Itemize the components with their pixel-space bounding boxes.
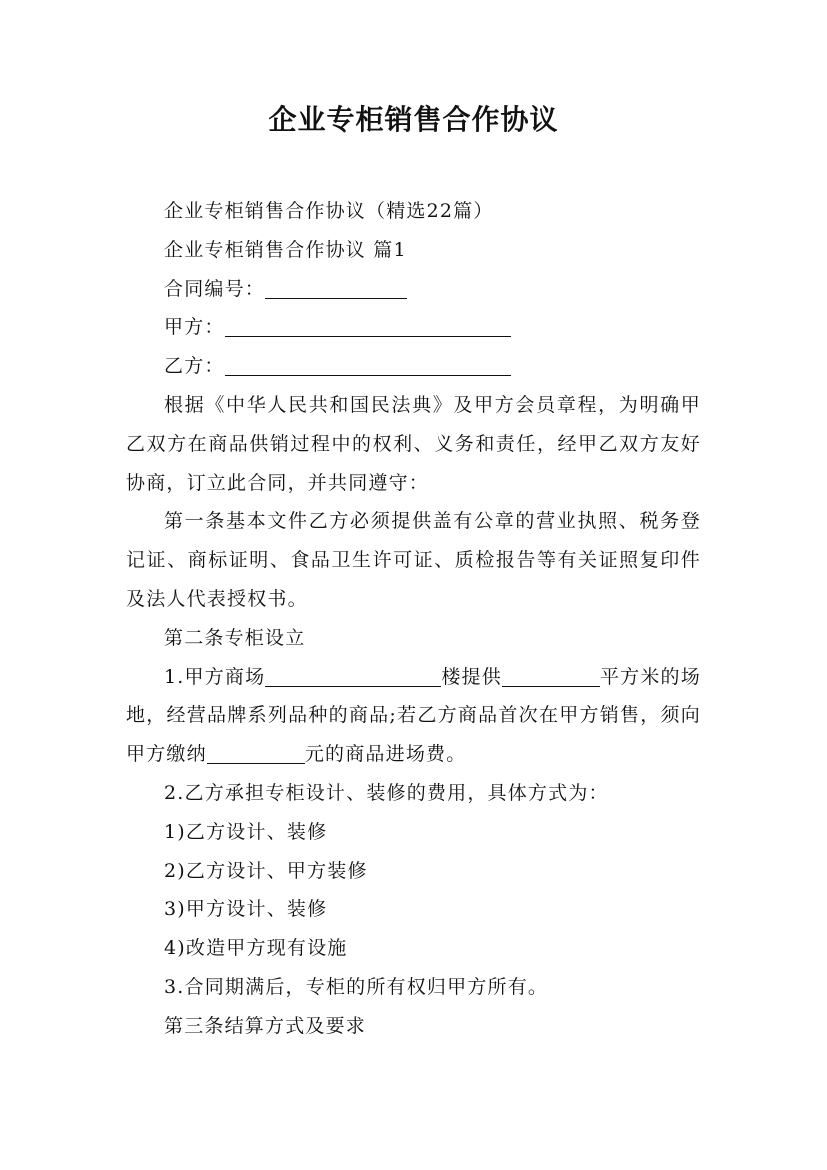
party-b-label: 乙方： xyxy=(164,355,225,378)
item-1-text-b: 楼提供 xyxy=(441,665,502,688)
option-2: 2)乙方设计、甲方装修 xyxy=(164,859,368,882)
intro-paragraph: 根据《中华人民共和国民法典》及甲方会员章程，为明确甲乙双方在商品供销过程中的权利、义务和责任，经甲乙双方友好协商，订立此合同，并共同遵守： xyxy=(126,393,701,494)
contract-number-blank xyxy=(265,276,407,299)
party-a-blank xyxy=(225,314,511,337)
party-b-blank xyxy=(225,353,511,376)
item-1-text-c: 平方米的场地，经营品牌系列品种的商品;若乙方商品首次在甲方销售，须向甲方缴纳 xyxy=(126,665,701,766)
document-title: 企业专柜销售合作协议 xyxy=(268,103,559,136)
floor-blank xyxy=(265,664,441,687)
party-b-line xyxy=(126,347,701,386)
item-1-text-d: 元的商品进场费。 xyxy=(304,743,467,766)
article-2-heading: 第二条专柜设立 xyxy=(164,626,306,649)
article-2-item-2: 2.乙方承担专柜设计、装修的费用，具体方式为： xyxy=(164,781,609,804)
article-3-heading: 第三条结算方式及要求 xyxy=(164,1014,367,1037)
option-4: 4)改造甲方现有设施 xyxy=(164,937,348,960)
contract-number-line xyxy=(126,270,701,309)
area-blank xyxy=(502,664,600,687)
contract-number-label: 合同编号： xyxy=(164,277,266,300)
subtitle-line: 企业专柜销售合作协议（精选22篇） xyxy=(164,200,494,222)
item-1-text-a: 1.甲方商场 xyxy=(164,665,266,688)
party-a-line xyxy=(126,308,701,347)
article-2-item-1 xyxy=(126,658,701,774)
article-2-item-3: 3.合同期满后，专柜的所有权归甲方所有。 xyxy=(164,975,549,998)
party-a-label: 甲方： xyxy=(164,316,225,339)
option-1: 1)乙方设计、装修 xyxy=(164,820,328,843)
article-1-paragraph: 第一条基本文件乙方必须提供盖有公章的营业执照、税务登记证、商标证明、食品卫生许可证、质检报告等有关证照复印件及法人代表授权书。 xyxy=(126,510,701,610)
document-body xyxy=(126,192,701,1046)
entry-fee-blank xyxy=(207,741,305,764)
option-3: 3)甲方设计、装修 xyxy=(164,898,328,921)
section-heading: 企业专柜销售合作协议 篇1 xyxy=(164,238,407,261)
